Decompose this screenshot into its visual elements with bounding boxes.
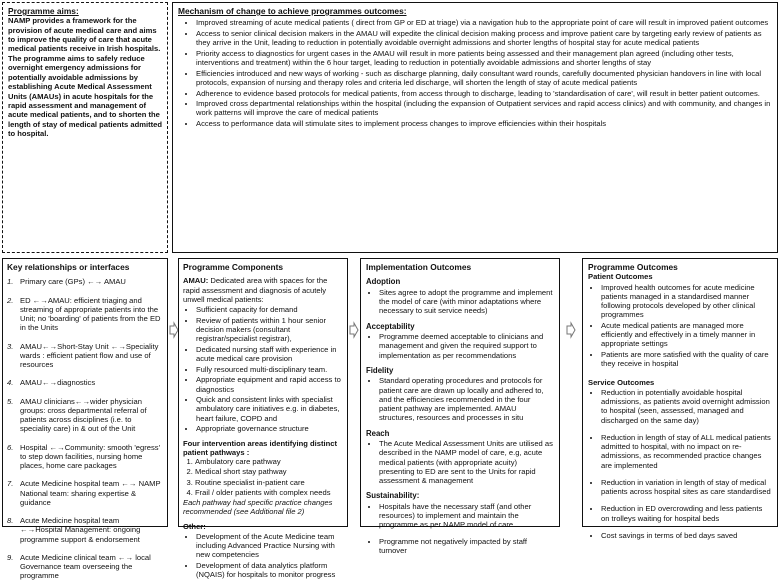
reach-heading: Reach	[366, 428, 390, 438]
relationship-text: Acute Medicine hospital team ←→Hospital Management: ongoing programme support & endorsement	[20, 516, 141, 544]
relationship-text: Primary care (GPs) ←→ AMAU	[20, 277, 126, 287]
relationships-box	[2, 258, 168, 581]
relationship-item	[7, 553, 163, 581]
service-outcome-item: • Reduction in potentially avoidable hospital admissions, as patients avoid overnight admission to hospital (seen, assessed, managed and discharged on the same day)	[601, 388, 772, 425]
pathways-title: Four intervention areas identifying distinct patient pathways :	[183, 438, 338, 457]
arrow-right-icon	[349, 322, 359, 338]
programme-aims-box	[2, 2, 168, 253]
amau-item: • Quick and consistent links with specialist ambulatory care initiatives e.g. in diabetes, heart failure, COPD and	[196, 395, 343, 423]
service-outcomes-list	[588, 388, 772, 540]
mechanism-item: • Improved streaming of acute medical patients ( direct from GP or ED at triage) via a navigation hub to the appropriate point of care will result in improved patient outcomes	[196, 18, 772, 27]
service-outcome-item: • Reduction in variation in length of stay of medical patients across hospital sites as care standardised	[601, 478, 772, 497]
relationship-text: AMAU clinicians←→wider physician groups: cross departmental referral of patients across disciplines (i.e. to speciality care) in & out of the Unit	[20, 396, 147, 434]
amau-item: • Appropriate equipment and rapid access to diagnostics	[196, 375, 343, 394]
other-list	[183, 532, 343, 580]
relationship-number: 3.	[7, 341, 14, 351]
components-box	[178, 258, 348, 580]
relationship-text: AMAU←→Short-Stay Unit ←→Speciality wards : efficient patient flow and use of resources	[20, 341, 159, 369]
fidelity-item: • Standard operating procedures and protocols for patient care are drawn up locally and adhered to, and the efficiencies recommended in the four patient pathway are implemented. AMAU structures, resources and processes in situ	[379, 376, 554, 422]
adoption-list	[366, 288, 554, 316]
mechanism-item: • Access to senior clinical decision makers in the AMAU will expedite the clinical decision making process and improve patient care by targeting early review of patients as they arrive in the Unit, leading to reduction in potentially avoidable overnight admissions and shorter lengths of hospital stay for acute medical patients	[196, 29, 772, 48]
relationship-number: 2.	[7, 295, 14, 305]
mechanism-item: • Adherence to evidence based protocols for medical patients, from access through to discharge, leading to 'standardisation of care', will result in better patient outcomes.	[196, 89, 772, 98]
relationship-item	[7, 443, 163, 471]
service-outcome-item: • Cost savings in terms of bed days saved	[601, 531, 772, 540]
reach-item: • The Acute Medical Assessment Units are utilised as described in the NAMP model of care, e.g, acute medical patients (with appropriate acuity) presenting to ED are sent to the Units for rapid assessment & management	[379, 439, 554, 485]
implementation-box	[360, 258, 560, 555]
pathway-item: 1. Ambulatory care pathway	[195, 457, 343, 466]
other-item: • Development of the Acute Medicine team including Advanced Practice Nursing with new competencies	[196, 532, 343, 560]
pathway-item: 2. Medical short stay pathway	[195, 467, 343, 476]
outcomes-title: Programme Outcomes	[588, 262, 678, 272]
reach-list	[366, 439, 554, 485]
patient-outcomes-list	[588, 283, 772, 369]
relationship-number: 6.	[7, 442, 14, 452]
acceptability-list	[366, 332, 554, 360]
relationship-number: 7.	[7, 479, 14, 489]
mechanism-item: • Priority access to diagnostics for urgent cases in the AMAU will result in more patients being assessed and their management plan agreed (including other tests, interventions and treatment) within the 6 hour target, leading to reduction in potentially avoidable admissions and shorter lengths of stay	[196, 49, 772, 68]
other-item: • Development of data analytics platform (NQAIS) for hospitals to monitor progress	[196, 561, 343, 580]
amau-item: • Dedicated nursing staff with experience in acute medical care provision	[196, 345, 343, 364]
service-outcome-item: • Reduction in ED overcrowding and less patients on trolleys waiting for hospital beds	[601, 504, 772, 523]
fidelity-heading: Fidelity	[366, 365, 394, 375]
arrow-right-icon	[566, 322, 576, 338]
patient-outcomes-heading: Patient Outcomes	[588, 272, 653, 282]
pathways-note: Each pathway had specific practice changes recommended (see Additional file 2)	[183, 498, 333, 517]
sustainability-heading: Sustainability:	[366, 491, 420, 501]
components-title: Programme Components	[183, 262, 284, 272]
patient-outcome-item: • Acute medical patients are managed more efficiently and effectively in a timely manner in appropriate settings	[601, 321, 772, 349]
relationship-number: 1.	[7, 277, 14, 287]
relationship-item	[7, 479, 163, 507]
relationships-title: Key relationships or interfaces	[7, 262, 130, 272]
relationship-text: ED ←→AMAU: efficient triaging and streaming of appropriate patients into the Unit; no 'boarding' of patients from the ED in the Units	[20, 295, 161, 333]
mechanism-list	[178, 18, 772, 128]
amau-item: • Sufficient capacity for demand	[196, 305, 343, 314]
patient-outcome-item: • Improved health outcomes for acute medicine patients managed in a standardised manner following protocols developed by other clinical programmes	[601, 283, 772, 320]
relationship-item	[7, 378, 163, 387]
mechanism-item: • Improved cross departmental relationships within the hospital (including the expansion of Outpatient services and rapid access clinics) and with community, and changes in work patterns will improve the care of medical patients	[196, 99, 772, 118]
outcomes-box	[582, 258, 778, 540]
mechanism-title: Mechanism of change to achieve programmes outcomes:	[178, 6, 407, 16]
relationship-item	[7, 277, 163, 286]
relationship-text: Acute Medicine clinical team ←→ local Governance team overseeing the programme	[20, 552, 151, 581]
acceptability-item: • Programme deemed acceptable to clinicians and management and given the required support to implementation as per recommendations	[379, 332, 554, 360]
pathways-list	[183, 457, 343, 497]
other-title: Other:	[183, 521, 206, 531]
relationship-item	[7, 397, 163, 434]
amau-description	[183, 276, 343, 304]
adoption-heading: Adoption	[366, 277, 401, 287]
relationship-item	[7, 296, 163, 333]
amau-item: • Appropriate governance structure	[196, 424, 343, 433]
pathway-item: 4. Frail / older patients with complex needs	[195, 488, 343, 497]
relationship-item	[7, 342, 163, 370]
sustainability-list	[366, 502, 554, 555]
mechanism-box	[172, 2, 778, 253]
mechanism-item: • Access to performance data will stimulate sites to implement process changes to improve efficiencies within their hospitals	[196, 119, 772, 128]
pathway-item: 3. Routine specialist in-patient care	[195, 478, 343, 487]
relationship-text: AMAU←→diagnostics	[20, 378, 96, 388]
relationship-item	[7, 516, 163, 544]
amau-item: • Fully resourced multi-disciplinary team.	[196, 365, 343, 374]
acceptability-heading: Acceptability	[366, 321, 415, 331]
service-outcome-item: • Reduction in length of stay of ALL medical patients admitted to hospital, with no impact on re-admissions, as recommended practice changes are implemented	[601, 433, 772, 470]
relationship-number: 4.	[7, 378, 14, 388]
amau-label: AMAU:	[183, 276, 209, 286]
service-outcomes-heading: Service Outcomes	[588, 377, 655, 387]
mechanism-item: • Efficiencies introduced and new ways of working - such as discharge planning, daily consultant ward rounds, carefully documented physician handovers in line with local protocols, expansion of nursing and therapy roles and criteria led discharge, will shorten the length of stay of acute medical patients	[196, 69, 772, 88]
relationship-number: 5.	[7, 396, 14, 406]
patient-outcome-item: • Patients are more satisfied with the quality of care they receive in hospital	[601, 350, 772, 369]
amau-list	[183, 305, 343, 434]
relationship-text: Hospital ←→Community: smooth 'egress' to step down facilities, nursing home places, home care packages	[20, 442, 161, 470]
implementation-title: Implementation Outcomes	[366, 262, 472, 272]
amau-intro: Dedicated area with spaces for the rapid assessment and diagnosis of acutely unwell medical patients:	[183, 276, 328, 304]
sustainability-item: • Programme not negatively impacted by staff turnover	[379, 537, 554, 556]
fidelity-list	[366, 376, 554, 422]
adoption-item: • Sites agree to adopt the programme and implement the model of care (with minor adaptations where necessary to suit service needs)	[379, 288, 554, 316]
programme-aims-title: Programme aims:	[8, 6, 79, 16]
amau-item: • Review of patients within 1 hour senior decision makers (consultant registrar/specialist registrar),	[196, 316, 343, 344]
sustainability-item: • Hospitals have the necessary staff (and other resources) to implement and maintain the programme as per NAMP model of care	[379, 502, 554, 530]
programme-aims-text: NAMP provides a framework for the provision of acute medical care and aims to improve the quality of care that acute medical patients receive in Irish hospitals. The programme aims to safely reduce overnight emergency admissions for potentially avoidable admissions by establishing Acute Medical Assessment Units (AMAUs) in acute hospitals for the rapid assessment and management of acute medical patients, and to shorten the length of stay of medical patients admitted to hospital.	[8, 16, 163, 139]
relationship-number: 9.	[7, 552, 14, 562]
relationship-text: Acute Medicine hospital team ←→ NAMP National team: sharing expertise & guidance	[20, 479, 161, 507]
relationship-number: 8.	[7, 516, 14, 525]
